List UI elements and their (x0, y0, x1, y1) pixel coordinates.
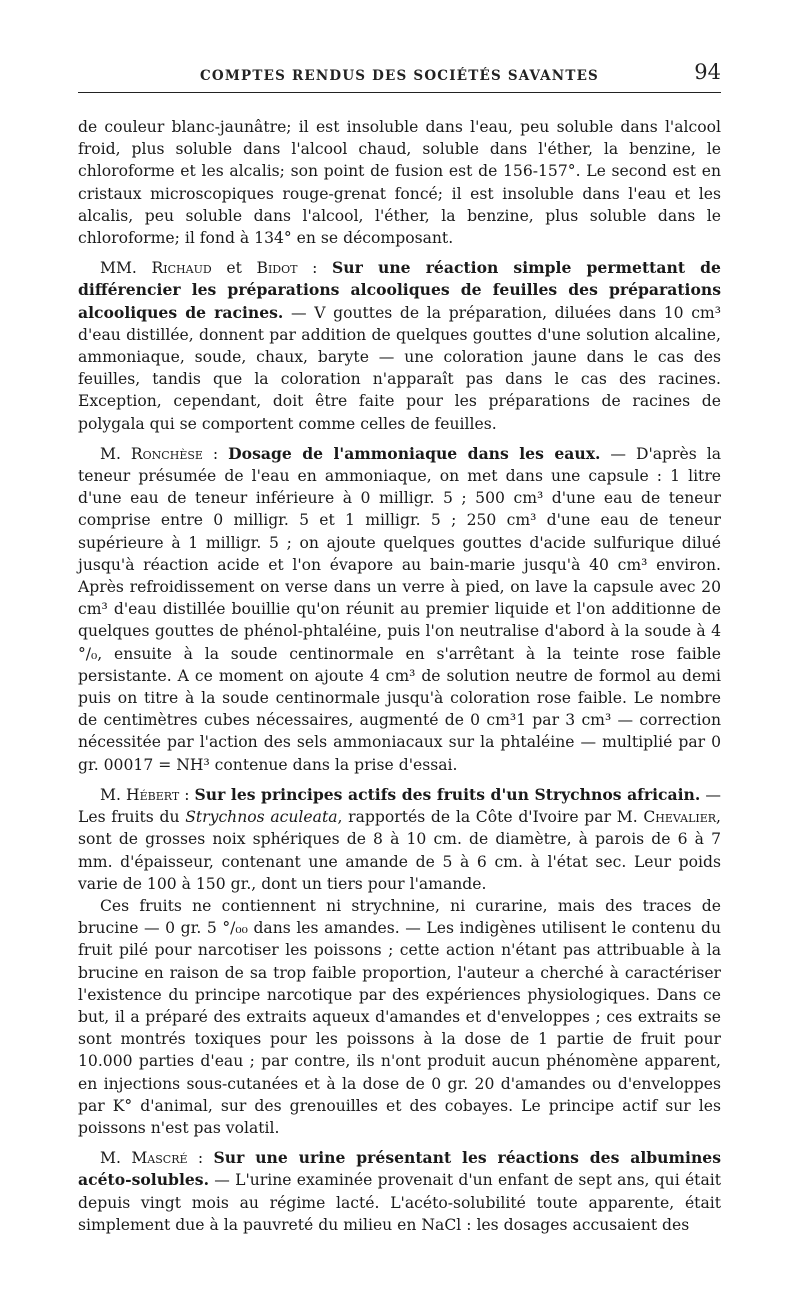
author-name: Mascré (131, 1149, 188, 1168)
author-prefix: M. (100, 785, 121, 804)
colon: : (187, 1149, 214, 1168)
communication-title: Dosage de l'ammoniaque dans les eaux. (228, 443, 601, 463)
paragraph-mascre (78, 1147, 721, 1236)
paragraph-continuation (78, 116, 721, 249)
colon: : (179, 785, 195, 804)
paragraph-text: , sont de grosses noix sphériques de 8 à 10 cm. de diamètre, à parois de 6 à 7 mm. d'épaisseur, contenant une amande de 5 à 6 cm. à l'état sec. Leur poids varie de 100 à 150 gr., dont un tiers pour l'amande. (78, 808, 722, 893)
person-name: Chevalier (643, 808, 717, 827)
author-name: Hébert (126, 785, 180, 804)
species-name: Strychnos aculeata (185, 808, 338, 827)
paragraph-text: — V gouttes de la préparation, diluées dans 10 cm³ d'eau distillée, donnent par addition de quelques gouttes d'une solution alcaline, ammoniaque, soude, chaux, baryte — une coloration jaune dans le cas des feuilles, tandis que la coloration n'apparaît pas dans le cas des racines. Exception, cependant, doit être faite pour les préparations de racines de polygala qui se comportent comme celles de feuilles. (78, 303, 721, 433)
colon: : (202, 444, 229, 463)
paragraph-hebert-continued (78, 895, 721, 1139)
paragraph-text: — D'après la teneur présumée de l'eau en ammoniaque, on met dans une capsule : 1 litre d'une eau de teneur inférieure à 0 milligr. 5 ; 500 cm³ d'une eau de teneur comprise entre 0 milligr. 5 et 1 milligr. 5 ; 250 cm³ d'une eau de teneur supérieure à 1 milligr. 5 ; on ajoute quelques gouttes d'acide sulfurique dilué jusqu'à réaction acide et l'on évapore au bain-marie jusqu'à 40 cm³ environ. Après refroidissement on verse dans un verre à pied, on lave la capsule avec 20 cm³ d'eau distillée bouillie qu'on réunit au premier liquide et l'on additionne de quelques gouttes de phénol-phtaléine, puis l'on neutralise d'abord à la soude à 4 °/₀, ensuite à la soude centinormale en s'arrêtant à la teinte rose faible persistante. A ce moment on ajoute 4 cm³ de solution neutre de formol au demi puis on titre à la soude centinormale jusqu'à coloration rose faible. Le nombre de centimètres cubes nécessaires, augmenté de 0 cm³1 par 3 cm³ — correction nécessitée par l'action des sels ammoniacaux sur la phtaléine — multiplié par 0 gr. 00017 = NH³ contenue dans la prise d'essai. (78, 444, 721, 774)
paragraph-richaud-bidot (78, 257, 721, 435)
paragraph-text: , rapportés de la Côte d'Ivoire par M. (337, 808, 644, 827)
communication-title: Sur une réaction simple permettant de différencier les préparations alcooliques de feuilles des préparations alcooliques de racines. (78, 258, 721, 322)
paragraph-text: — Les fruits du (78, 785, 721, 827)
author-prefix: M. (100, 1149, 121, 1168)
colon: : (297, 259, 333, 278)
page-number: 94 (694, 60, 721, 84)
author-name: Ronchèse (130, 444, 203, 463)
author-prefix: M. (100, 444, 121, 463)
running-title: COMPTES RENDUS DES SOCIÉTÉS SAVANTES (199, 68, 600, 84)
paragraph-text: de couleur blanc-jaunâtre; il est insoluble dans l'eau, peu soluble dans l'alcool froid, plus soluble dans l'alcool chaud, soluble dans l'éther, la benzine, le chloroforme et les alcalis; son point de fusion est de 156-157°. Le second est en cristaux microscopiques rouge-grenat foncé; il est insoluble dans l'eau et les alcalis, peu soluble dans l'alcool, l'éther, la benzine, plus soluble dans le chloroforme; il fond à 134° en se décomposant. (78, 118, 721, 248)
paragraph-text: Ces fruits ne contiennent ni strychnine, ni curarine, mais des traces de brucine — 0 gr. 5 °/₀₀ dans les amandes. — Les indigènes utilisent le contenu du fruit pilé pour narcotiser les poissons ; cette action n'étant pas attribuable à la brucine en raison de sa trop faible proportion, l'auteur a cherché à caractériser l'existence du principe narcotique par des expériences physiologiques. Dans ce but, il a préparé des extraits aqueux d'amandes et d'enveloppes ; ces extraits se sont montrés toxiques pour les poissons à la dose de 1 partie de fruit pour 10.000 parties d'eau ; par contre, ils n'ont produit aucun phénomène apparent, en injections sous-cutanées et à la dose de 0 gr. 20 d'amandes ou d'enveloppes par K° d'animal, sur des grenouilles et des cobayes. Le principe actif sur les poissons n'est pas volatil. (78, 896, 721, 1137)
author-separator: et (211, 259, 257, 278)
paragraph-text: — L'urine examinée provenait d'un enfant de sept ans, qui était depuis vingt mois au régime lacté. L'acéto-solubilité toute apparente, était simplement due à la pauvreté du milieu en NaCl : les dosages accusaient des (78, 1171, 721, 1234)
page-header (78, 58, 721, 93)
paragraph-ronchese (78, 443, 721, 776)
communication-title: Sur les principes actifs des fruits d'un Strychnos africain. (194, 784, 701, 804)
communication-title: Sur une urine présentant les réactions des albumines acéto-solubles. (78, 1148, 721, 1190)
article-body (78, 116, 721, 1236)
author-name: Richaud (151, 259, 212, 278)
authors-prefix: MM. (100, 259, 137, 278)
author-name: Bidot (256, 259, 298, 278)
paragraph-hebert (78, 784, 721, 895)
